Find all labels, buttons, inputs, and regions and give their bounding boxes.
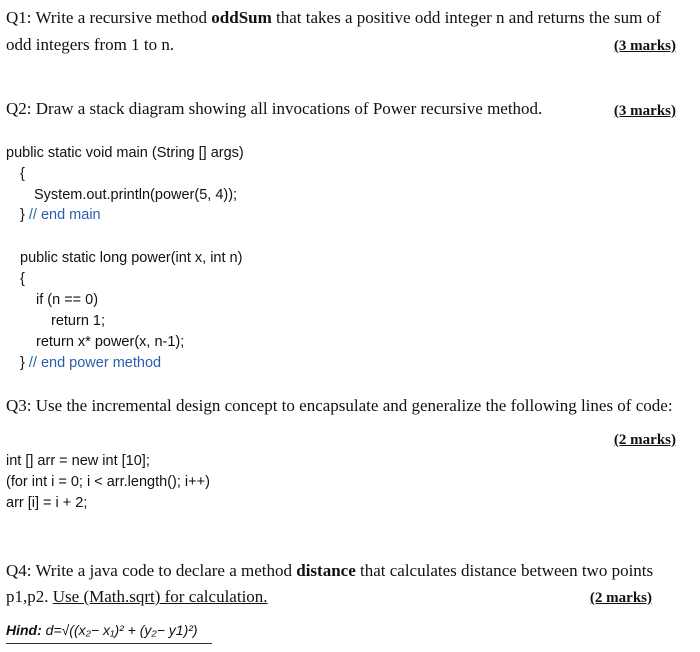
q2-marks: (3 marks) (613, 103, 676, 119)
q1-marks: (3 marks) (613, 38, 676, 54)
q3-code-line-3: arr [i] = i + 2; (6, 495, 88, 511)
code-main-statement: System.out.println(power(5, 4)); (34, 187, 238, 203)
code-power-end-comment: // end power method (28, 355, 162, 371)
code-power-open-brace: { (20, 271, 25, 287)
q4-hint-label: Hind: (6, 622, 42, 638)
code-power-return2: return x* power(x, n-1); (36, 334, 185, 350)
q4-method-name: distance (296, 561, 356, 580)
q2-prompt: Q2: Draw a stack diagram showing all invocations of Power recursive method. (6, 99, 543, 118)
q1-line1-pre: Q1: Write a recursive method (6, 8, 212, 27)
q4-hint-formula: d=√((x₂− x₁)² + (y₂− y1)²) (45, 622, 198, 638)
q3-marks: (2 marks) (613, 432, 676, 448)
code-power-close (20, 355, 161, 371)
q3-code-line-1: int [] arr = new int [10]; (6, 453, 150, 469)
q4-line2-pre: p1,p2. (6, 587, 53, 606)
code-power-close-brace: } (20, 355, 25, 371)
code-main-close (20, 207, 101, 223)
code-power-signature: public static long power(int x, int n) (20, 250, 243, 266)
code-main-signature: public static void main (String [] args) (6, 145, 244, 161)
q4-hint-divider (6, 643, 212, 644)
q4-line1-pre: Q4: Write a java code to declare a method (6, 561, 297, 580)
code-main-end-comment: // end main (28, 207, 101, 223)
q3-prompt: Q3: Use the incremental design concept to encapsulate and generalize the following lines of code: (6, 396, 673, 415)
q1-line1-post: that takes a positive odd integer n and returns the sum of (271, 8, 661, 27)
q1-method-name: oddSum (211, 8, 272, 27)
q4-math-sqrt-note: Use (Math.sqrt) for calculation. (52, 587, 268, 606)
code-power-return1: return 1; (51, 313, 105, 329)
q1-line2: odd integers from 1 to n. (6, 35, 175, 54)
code-power-if: if (n == 0) (36, 292, 99, 308)
q4-line2 (6, 587, 268, 607)
code-main-close-brace: } (20, 207, 25, 223)
q4-line1-post: that calculates distance between two points (355, 561, 654, 580)
code-main-open-brace: { (20, 166, 25, 182)
q4-marks: (2 marks) (589, 590, 652, 606)
q4-hint (6, 622, 198, 638)
q3-code-line-2: (for int i = 0; i < arr.length(); i++) (6, 474, 210, 490)
q4-line1 (6, 561, 653, 581)
q1-line1 (6, 8, 661, 28)
